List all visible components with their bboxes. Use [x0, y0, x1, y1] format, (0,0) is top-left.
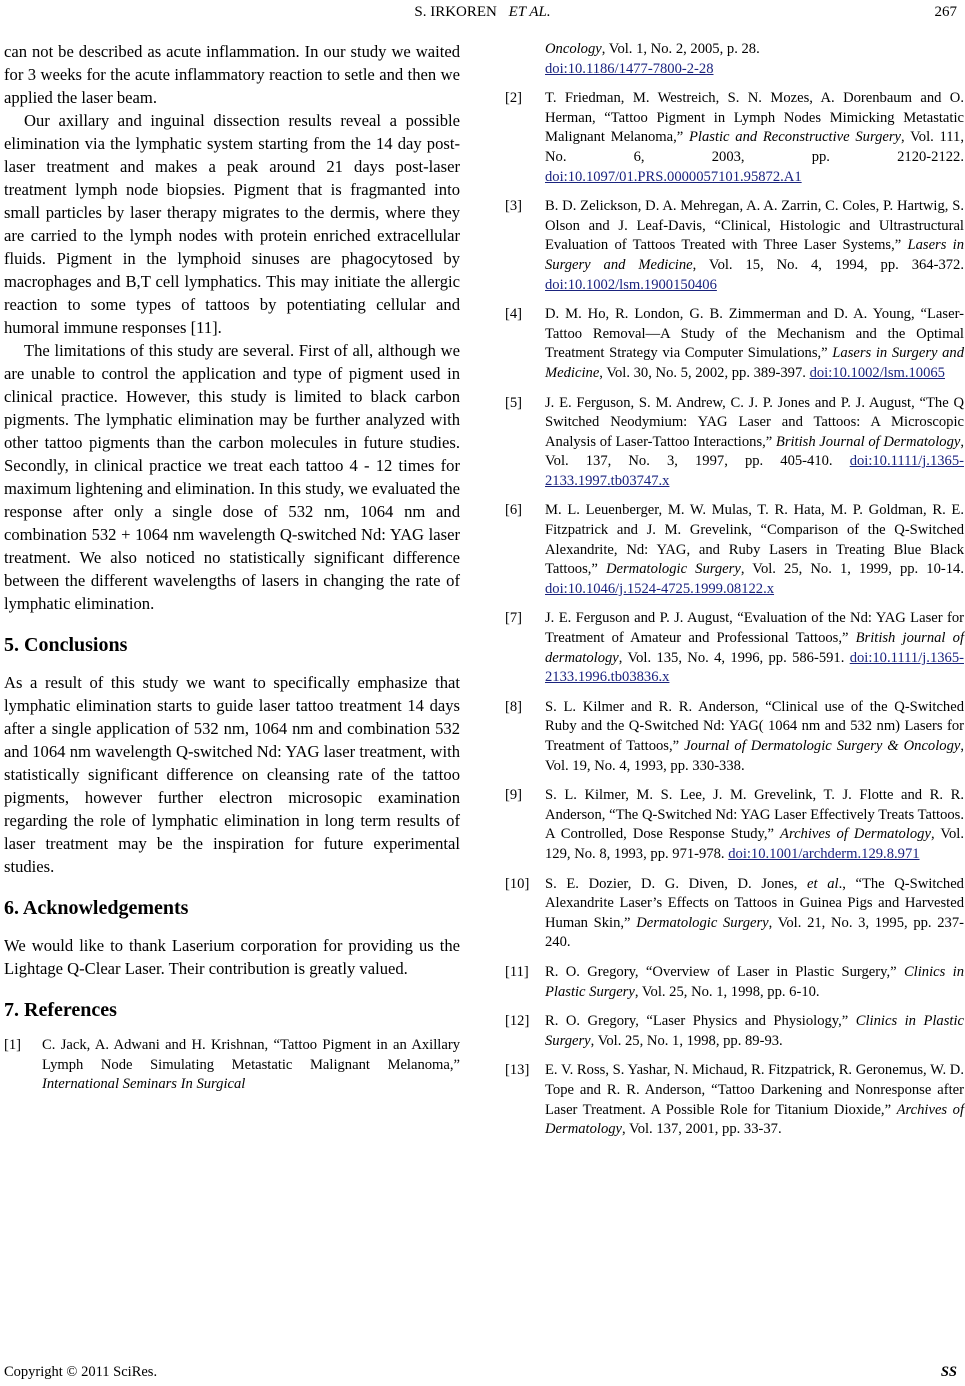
reference-number: [6] [505, 502, 523, 519]
reference-number: [11] [505, 963, 529, 980]
reference-authors-title: B. D. Zelickson, D. A. Mehregan, A. A. Zarrin, C. Coles, P. Hartwig, S. Olson and J. Leaf-Davis, “Clinical, Histologic and Ultrastructural Evaluation of Tattoos Treated with Three Laser Systems,” [545, 198, 964, 254]
reference-journal: Dermatologic Surgery [605, 561, 741, 578]
reference-item [505, 786, 964, 864]
reference-text [545, 305, 964, 383]
reference-item [505, 698, 964, 776]
section-heading-acknowledgements: 6. Acknowledgements [4, 897, 189, 919]
reference-item [505, 609, 964, 687]
copyright-notice: Copyright © 2011 SciRes. [4, 1364, 158, 1380]
reference-authors-title: M. L. Leuenberger, M. W. Mulas, T. R. Hata, M. P. Goldman, R. E. Fitzpatrick and J. M. Grevelink, “Comparison of the Q-Switched Alexandrite, Nd: YAG, and Ruby Lasers in Treating Blue Black Tattoos,” [545, 502, 964, 578]
reference-details: , Vol. 111, No. 6, 2003, pp. 2120-2122. [545, 129, 964, 165]
reference-authors-title: J. E. Ferguson, S. M. Andrew, C. J. P. Jones and P. J. August, “The Q Switched Neodymium: YAG Laser and Tattoos: A Microscopic Analysis of Laser-Tattoo Interactions,” [545, 394, 964, 450]
reference-details: , Vol. 15, No. 4, 1994, pp. 364-372. [692, 256, 964, 273]
paragraph-discussion-3: The limitations of this study are several. First of all, although we are unable to control the application and type of pigment used in clinical practice. However, this study is limited to black carbon pigments. The lymphatic elimination may be further analyzed with other tattoo pigments than the carbon molecules in future studies. Secondly, in clinical practice we treat each tattoo 4 - 12 times for maximum lightening and elimination. In this study, we evaluated the response after only a single dose of 532 nm, 1064 nm and combination 532 + 1064 nm wavelength Q-switched Nd: YAG laser treatment. We also noticed no statistically significant difference between the different wavelengths of lasers in changing the rate of lymphatic elimination. [4, 341, 460, 613]
reference-journal: Dermatologic Surgery [636, 914, 769, 931]
reference-item [505, 501, 964, 599]
reference-item [505, 875, 964, 953]
reference-item [505, 1012, 964, 1051]
page-footer [4, 1364, 957, 1384]
running-header [0, 4, 965, 26]
reference-number: [12] [505, 1013, 530, 1030]
reference-authors-title: D. M. Ho, R. London, G. B. Zimmerman and D. A. Young, “Laser-Tattoo Removal—A Study of the Mechanism and the Optimal Treatment Strategy via Computer Simulations,” [545, 306, 964, 362]
reference-authors-title: S. L. Kilmer, M. S. Lee, J. M. Grevelink, T. J. Flotte and R. R. Anderson, “The Q-Switched Nd: YAG Laser Effectively Treats Tattoos. A Controlled, Dose Response Study,” [545, 787, 964, 843]
reference-text [545, 609, 964, 687]
paragraph-discussion-1: can not be described as acute inflammation. In our study we waited for 3 weeks for the acute inflammatory reaction to setle and then we applied the laser beam. [4, 42, 460, 107]
section-heading-references: 7. References [4, 999, 117, 1021]
reference-doi-link[interactable]: doi:10.1111/j.1365-2133.1996.tb03836.x [545, 649, 964, 686]
reference-authors-title: C. Jack, A. Adwani and H. Krishnan, “Tattoo Pigment in an Axillary Lymph Node Simulating Metastatic Malignant Melanoma,” [42, 1037, 460, 1073]
reference-authors-title: R. O. Gregory, “Laser Physics and Physiology,” [545, 1013, 856, 1030]
reference-journal: International Seminars In Surgical [42, 1076, 246, 1093]
reference-text [545, 501, 964, 599]
reference-journal: British Journal of Dermatology [775, 433, 961, 450]
reference-text [545, 394, 964, 492]
reference-details: , Vol. 25, No. 1, 1999, pp. 10-14. [740, 561, 964, 578]
reference-journal: British journal of dermatology [545, 630, 964, 666]
reference-number: [5] [505, 394, 523, 411]
reference-doi-link[interactable]: doi:10.1001/archderm.129.8.971 [728, 845, 920, 862]
reference-journal: Journal of Dermatologic Surgery & Oncology [684, 738, 961, 754]
reference-doi-link[interactable]: doi:10.1186/1477-7800-2-28 [545, 60, 714, 77]
reference-journal: Plastic and Reconstructive Surgery [689, 129, 902, 146]
reference-journal: Archives of Dermatology [545, 1101, 964, 1138]
reference-number: [8] [505, 698, 523, 715]
reference-authors-title: J. E. Ferguson and P. J. August, “Evaluation of the Nd: YAG Laser for Treatment of Amateur and Professional Tattoos,” [545, 610, 964, 647]
reference-text [545, 786, 964, 864]
header-etal-text: ET AL. [508, 4, 551, 20]
reference-details: , Vol. 25, No. 1, 1998, pp. 89-93. [590, 1032, 783, 1049]
reference-item [4, 1036, 460, 1095]
reference-details: , Vol. 25, No. 1, 1998, pp. 6-10. [634, 983, 820, 1000]
reference-number: [9] [505, 787, 523, 804]
reference-authors-title: S. L. Kilmer and R. R. Anderson, “Clinical use of the Q-Switched Ruby and the Q-Switched Nd: YAG( 1064 nm and 532 nm) Lasers for Treatment of Tattoos,” [545, 698, 964, 754]
reference-authors-title: T. Friedman, M. Westreich, S. N. Mozes, A. Dorenbaum and O. Herman, “Tattoo Pigment in Lymph Nodes Mimicking Metastatic Malignant Melanoma,” [545, 90, 964, 146]
reference-details: , Vol. 21, No. 3, 1995, pp. 237-240. [545, 914, 965, 951]
reference-doi-link[interactable]: doi:10.1002/lsm.1900150406 [545, 276, 717, 293]
reference-doi-link[interactable]: doi:10.1002/lsm.10065 [809, 364, 945, 381]
reference-text [545, 698, 964, 776]
header-author-text: S. IRKOREN [414, 4, 497, 20]
reference-text [545, 89, 964, 187]
reference-details: , Vol. 1, No. 2, 2005, p. 28. [601, 41, 760, 57]
reference-text [545, 963, 964, 1002]
reference-text [545, 1061, 964, 1139]
reference-details: , Vol. 129, No. 8, 1993, pp. 971-978. [545, 826, 964, 862]
page-number: 267 [934, 4, 957, 20]
reference-text [545, 1012, 964, 1051]
reference-authors-title: R. O. Gregory, “Overview of Laser in Plastic Surgery,” [545, 963, 904, 980]
reference-doi-link[interactable]: doi:10.1097/01.PRS.0000057101.95872.A1 [545, 168, 802, 185]
reference-details: , Vol. 135, No. 4, 1996, pp. 586-591. [618, 649, 850, 666]
right-column [505, 40, 964, 1150]
reference-journal: Clinics in Plastic Surgery [545, 1013, 964, 1049]
reference-doi-link[interactable]: doi:10.1046/j.1524-4725.1999.08122.x [545, 580, 775, 597]
reference-number: [10] [505, 875, 530, 892]
reference-details: , Vol. 137, 2001, pp. 33-37. [622, 1121, 782, 1138]
reference-details: , Vol. 19, No. 4, 1993, pp. 330-338. [545, 738, 964, 774]
reference-number-blank [505, 40, 545, 79]
reference-authors-title: S. E. Dozier, D. G. Diven, D. Jones, [545, 875, 808, 892]
reference-journal: Clinics in Plastic Surgery [545, 963, 964, 1000]
section-heading-conclusions: 5. Conclusions [4, 634, 128, 656]
paragraph-conclusions: As a result of this study we want to specifically emphasize that lymphatic elimination starts to guide laser tattoo treatment 14 days after a single application of 532 nm, 1064 nm and combination 532 and 1064 nm wavelength Q-switched Nd: YAG laser treatment, with statistically significant difference on cleansing rate of the tattoo pigments, however further electron microsopic examination regarding the role of lymphatic elimination in long term results of laser treatment may be the inspiration for future experimental studies. [4, 673, 460, 876]
reference-item [505, 305, 964, 383]
reference-item [505, 394, 964, 492]
reference-etal: et al [807, 875, 839, 892]
reference-doi-link[interactable]: doi:10.1111/j.1365-2133.1997.tb03747.x [545, 453, 964, 489]
reference-number: [13] [505, 1062, 530, 1079]
reference-item [505, 1061, 964, 1139]
reference-text [545, 40, 964, 79]
reference-text [42, 1036, 460, 1095]
reference-journal: Archives of Dermatology [780, 826, 931, 843]
journal-abbrev: SS [940, 1364, 957, 1380]
reference-number: [1] [4, 1037, 22, 1053]
left-column [4, 40, 460, 1095]
paragraph-discussion-2: Our axillary and inguinal dissection results reveal a possible elimination via the lymphatic system starting from the 14 day post-laser treatment and makes a peak around 21 days post-laser treatment lymph node biopsies. Pigment that is fragmanted into small particles by laser therapy migrates to the dermis, where they are carried to the lymph nodes with protein enriched extracellular fluids. Pigment in the lymphoid sinuses are phagocytosed by macrophages and B,T cell lymphatics. This may initiate the allergic reaction to some types of tattoos by potentiating cellular and humoral immune responses [11]. [4, 111, 460, 337]
reference-details: , Vol. 30, No. 5, 2002, pp. 389-397. [599, 364, 810, 381]
reference-item [505, 197, 964, 295]
reference-item [505, 89, 964, 187]
reference-number: [2] [505, 90, 523, 107]
reference-authors-title: E. V. Ross, S. Yashar, N. Michaud, R. Fitzpatrick, R. Geronemus, W. D. Tope and R. R. Anderson, “Tattoo Darkening and Nonresponse after Laser Treatment. A Possible Role for Titanium Dioxide,” [545, 1062, 964, 1118]
reference-journal: Lasers in Surgery and Medicine [545, 237, 965, 273]
reference-journal: Oncology [545, 41, 602, 57]
header-authors [0, 4, 965, 21]
reference-journal: Lasers in Surgery and Medicine [545, 345, 964, 381]
reference-title: ., “The Q-Switched Alexandrite Laser’s Effects on Tattoos in Guinea Pigs and Harvested Human Skin,” [545, 875, 964, 931]
reference-details: , Vol. 137, No. 3, 1997, pp. 405-410. [545, 433, 965, 470]
reference-text [545, 875, 964, 953]
reference-item [505, 963, 964, 1002]
reference-number: [4] [505, 306, 523, 323]
reference-text [545, 197, 964, 295]
paragraph-acknowledgements: We would like to thank Laserium corporation for providing us the Lightage Q-Clear Laser. Their contribution is greatly valued. [4, 936, 460, 978]
reference-item-continued [505, 40, 964, 79]
reference-number: [3] [505, 198, 523, 215]
reference-number: [7] [505, 610, 523, 627]
